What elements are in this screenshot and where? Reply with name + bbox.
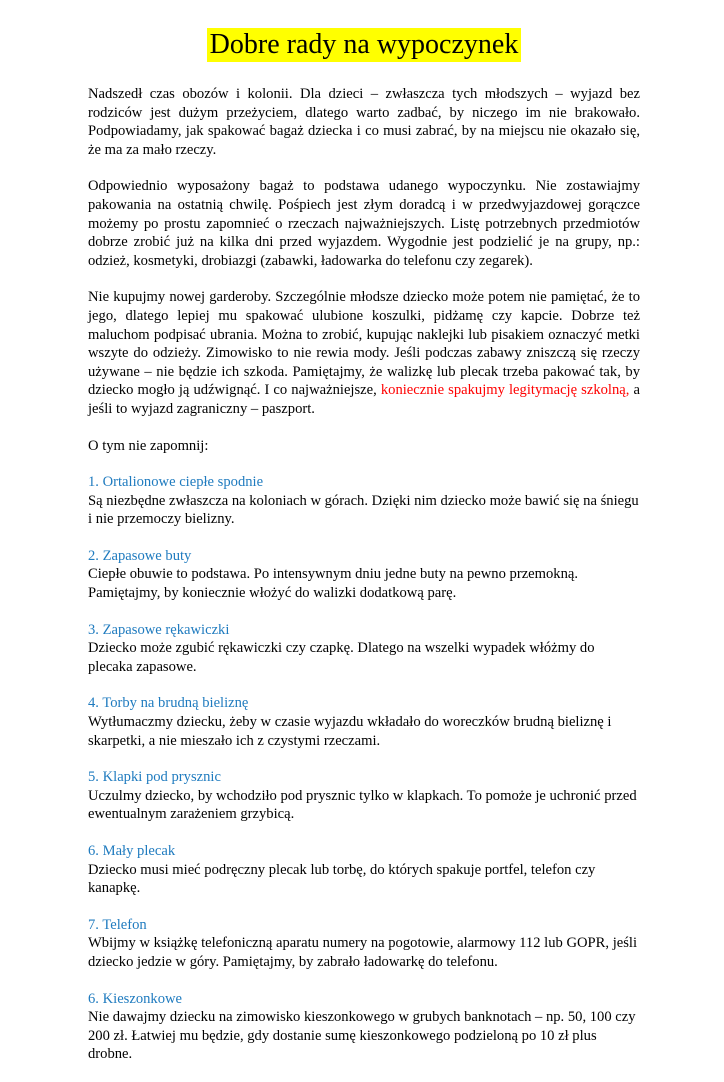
document-title: Dobre rady na wypoczynek: [207, 28, 522, 62]
title-wrapper: [88, 28, 640, 62]
document-page: [88, 28, 640, 1082]
tip-heading: 5. Klapki pod prysznic: [88, 769, 221, 786]
checklist-intro: O tym nie zapomnij:: [88, 437, 209, 454]
tip-body: Uczulmy dziecko, by wchodziło pod prysznic tylko w klapkach. To pomoże je uchronić przed ewentualnym zarażeniem grzybicą.: [88, 787, 637, 823]
intro-paragraph-2: Odpowiednio wyposażony bagaż to podstawa udanego wypoczynku. Nie zostawiajmy pakowania na ostatnią chwilę. Pośpiech jest złym doradcą i w przedwyjazdowej gorączce możemy po prostu zapomnieć o rzeczach najważniejszych. Listę potrzebnych przedmiotów dobrze zrobić już na kilka dni przed wyjazdem. Wygodnie jest podzielić je na grupy, np.: odzież, kosmetyki, drobiazgi (zabawki, ładowarka do telefonu czy zegarek).: [88, 178, 640, 269]
tip-heading: 3. Zapasowe rękawiczki: [88, 621, 230, 638]
tip-item: [88, 547, 640, 603]
tip-item: [88, 621, 640, 677]
tip-item: [88, 768, 640, 824]
tip-heading: 6. Kieszonkowe: [88, 990, 183, 1007]
tip-item: [88, 916, 640, 972]
intro-paragraph-3: [88, 288, 640, 418]
tip-body: Nie dawajmy dziecku na zimowisko kieszonkowego w grubych banknotach – np. 50, 100 czy 200 zł. Łatwiej mu będzie, gdy dostanie sumę kieszonkowego podzieloną po 10 zł plus drobne.: [88, 1009, 636, 1063]
tip-heading: 4. Torby na brudną bieliznę: [88, 695, 249, 712]
paragraph-3-text: Nie kupujmy nowej garderoby. Szczególnie młodsze dziecko może potem nie pamiętać, że to jego, dlatego lepiej mu spakować ulubione koszulki, pidżamę czy kapcie. Dobrze też maluchom podpisać ubrania. Można to zrobić, kupując naklejki lub pisakiem oznaczyć metki wszyte do odzieży. Zimowisko to nie rewia mody. Jeśli podczas zabawy zniszczą się rzeczy używane – nie będzie ich szkoda. Pamiętajmy, że walizkę lub plecak trzeba pakować tak, by dziecko mogło ją udźwignąć. I co najważniejsze,: [88, 289, 640, 399]
school-id-reminder: koniecznie spakujmy legitymację szkolną,: [376, 382, 630, 399]
tip-heading: 2. Zapasowe buty: [88, 547, 192, 564]
tip-heading: 1. Ortalionowe ciepłe spodnie: [88, 474, 264, 491]
tip-body: Dziecko może zgubić rękawiczki czy czapkę. Dlatego na wszelki wypadek włóżmy do plecaka zapasowe.: [88, 640, 595, 675]
tip-body: Dziecko musi mieć podręczny plecak lub torbę, do których spakuje portfel, telefon czy kanapkę.: [88, 861, 596, 897]
tip-body: Są niezbędne zwłaszcza na koloniach w górach. Dzięki nim dziecko może bawić się na śniegu i nie przemoczy bielizny.: [88, 492, 639, 528]
tip-heading: 7. Telefon: [88, 916, 147, 933]
tip-item: [88, 473, 640, 529]
tip-heading: 6. Mały plecak: [88, 843, 176, 859]
paragraph-3-ending: a jeśli to wyjazd zagraniczny – paszport.: [88, 382, 640, 417]
tip-body: Wytłumaczmy dziecku, żeby w czasie wyjazdu wkładało do woreczków brudną bieliznę i skarpetki, a nie mieszało ich z czystymi rzeczami.: [88, 714, 612, 749]
tip-item: [88, 694, 640, 750]
tip-body: Wbijmy w książkę telefoniczną aparatu numery na pogotowie, alarmowy 112 lub GOPR, jeśli dziecko jedzie w góry. Pamiętajmy, by zabrało ładowarkę do telefonu.: [88, 935, 638, 970]
tip-item: [88, 990, 640, 1064]
intro-paragraph-1: Nadszedł czas obozów i kolonii. Dla dzieci – zwłaszcza tych młodszych – wyjazd bez rodziców jest dużym przeżyciem, dlatego warto zadbać, by niczego im nie brakowało. Podpowiadamy, jak spakować bagaż dziecka i co musi zabrać, by na miejscu nie okazało się, że ma za mało rzeczy.: [88, 86, 640, 158]
tip-item: [88, 842, 640, 898]
tip-body: Ciepłe obuwie to podstawa. Po intensywnym dniu jedne buty na pewno przemokną. Pamiętajmy, by koniecznie włożyć do walizki dodatkową parę.: [88, 566, 579, 602]
